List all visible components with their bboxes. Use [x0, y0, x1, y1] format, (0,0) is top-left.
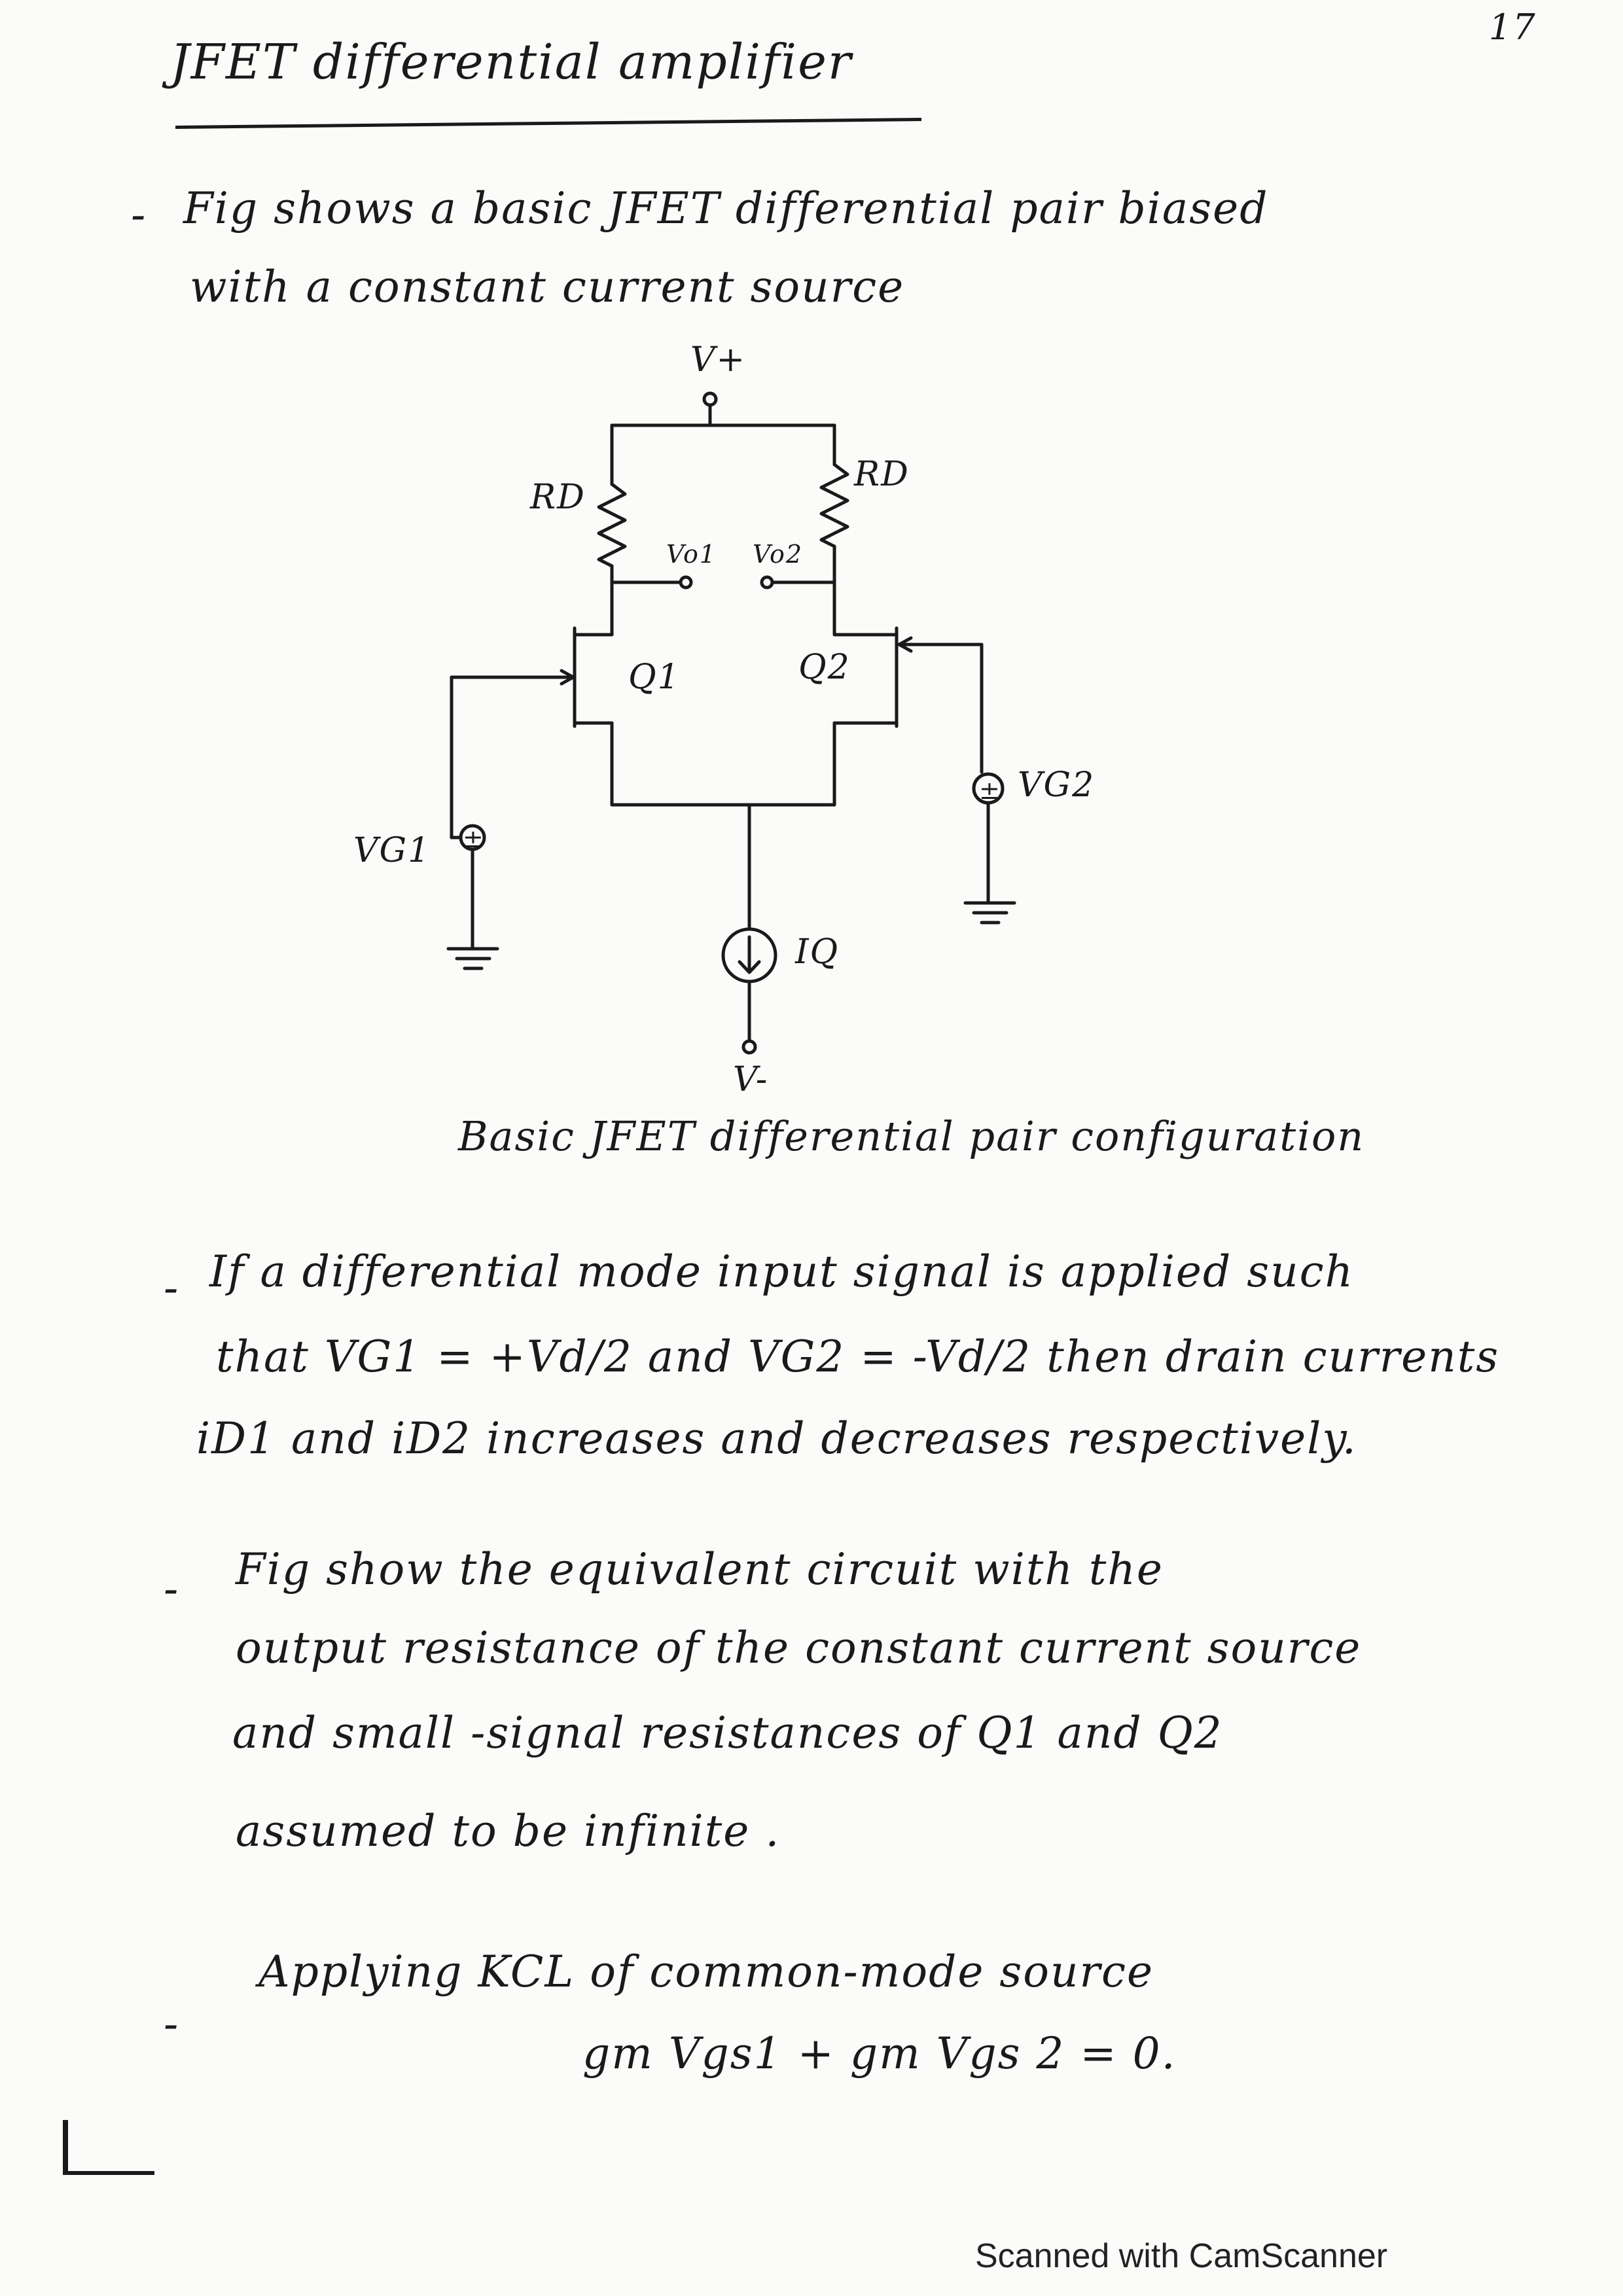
para4-line-1: Applying KCL of common-mode source: [259, 1947, 1154, 1997]
vg2-source-symbol: ±: [979, 776, 1001, 805]
intro-line-2: with a constant current source: [190, 262, 905, 312]
page-title: JFET differential amplifier: [170, 34, 853, 90]
vg1-source-symbol: ±: [463, 824, 485, 853]
vo2-terminal: [762, 577, 772, 588]
para3-line-3: and small -signal resistances of Q1 and Q2: [232, 1708, 1223, 1758]
para3-line-4: assumed to be infinite .: [236, 1806, 781, 1856]
v-minus-terminal: [743, 1041, 755, 1053]
vg2-label: VG2: [1018, 766, 1096, 805]
vo2-label: Vo2: [753, 540, 804, 569]
bullet-dash: -: [131, 190, 147, 240]
q2-label: Q2: [798, 648, 851, 687]
rd-left-resistor: [599, 484, 625, 566]
rd-left-label: RD: [530, 478, 586, 517]
iq-label: IQ: [795, 932, 840, 972]
rd-right-label: RD: [854, 455, 910, 494]
page-number: 17: [1489, 7, 1537, 48]
para2-line-3: iD1 and iD2 increases and decreases respectively.: [196, 1413, 1357, 1464]
v-minus-label: V-: [733, 1060, 769, 1099]
q1-label: Q1: [628, 658, 681, 697]
page-corner-mark: [63, 2171, 154, 2175]
bullet-dash: -: [164, 1999, 180, 2049]
rd-right-resistor: [821, 465, 847, 546]
figure-caption: Basic JFET differential pair configuration: [458, 1112, 1365, 1160]
page-corner-mark: [63, 2120, 68, 2175]
bullet-dash: -: [164, 1564, 180, 1614]
equation-line: gm Vgs1 + gm Vgs 2 = 0.: [582, 2028, 1177, 2079]
vo1-label: Vo1: [666, 540, 717, 569]
para2-line-2: that VG1 = +Vd/2 and VG2 = -Vd/2 then drain currents: [216, 1332, 1500, 1382]
vo1-terminal: [681, 577, 691, 588]
vg1-label: VG1: [353, 831, 431, 870]
v-plus-label: V+: [690, 340, 747, 380]
scanner-watermark: Scanned with CamScanner: [975, 2237, 1388, 2275]
intro-line-1: Fig shows a basic JFET differential pair biased: [183, 183, 1269, 234]
bullet-dash: -: [164, 1263, 180, 1313]
para3-line-2: output resistance of the constant current source: [236, 1623, 1362, 1673]
v-plus-terminal: [704, 393, 716, 405]
para2-line-1: If a differential mode input signal is applied such: [209, 1246, 1355, 1297]
para3-line-1: Fig show the equivalent circuit with the: [236, 1544, 1164, 1595]
